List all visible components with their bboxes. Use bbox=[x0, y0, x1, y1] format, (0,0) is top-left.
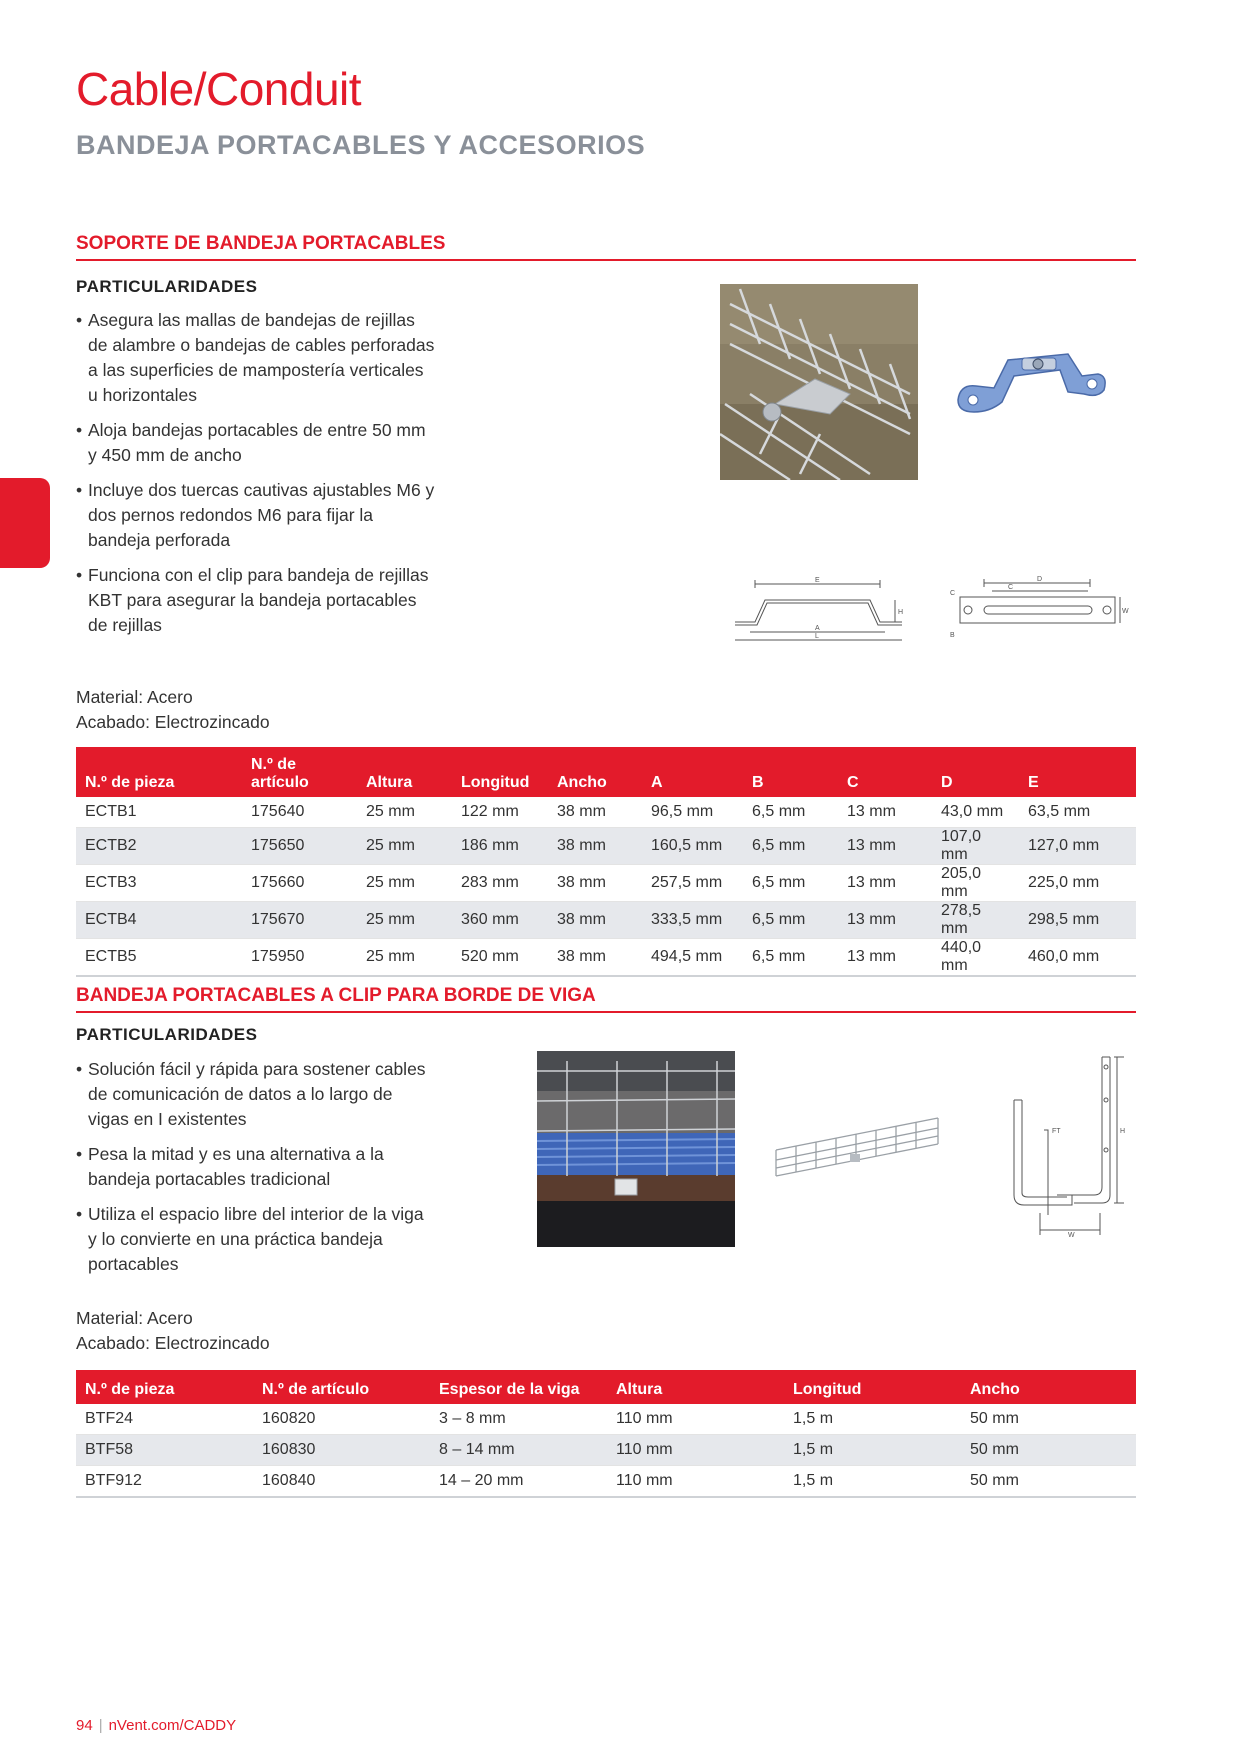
table-row bbox=[76, 797, 1136, 828]
column-header: C bbox=[838, 747, 932, 797]
diagram-label-w2: W bbox=[1068, 1232, 1075, 1239]
table-cell: 25 mm bbox=[357, 797, 452, 828]
table-cell: 160,5 mm bbox=[642, 828, 743, 865]
column-header: Altura bbox=[607, 1370, 784, 1404]
diagram-clip-profile bbox=[1012, 1055, 1132, 1240]
material-1: Material: Acero bbox=[76, 687, 193, 707]
feature-list-1 bbox=[76, 308, 436, 648]
page-footer bbox=[76, 1717, 236, 1734]
column-header: Altura bbox=[357, 747, 452, 797]
table-cell: BTF58 bbox=[76, 1435, 253, 1466]
feature-item: • Utiliza el espacio libre del interior de la viga y lo convierte en una práctica bandeja portacables bbox=[76, 1202, 436, 1277]
column-header: E bbox=[1019, 747, 1136, 797]
product-image-wire-tray bbox=[772, 1110, 942, 1190]
table-header-row bbox=[76, 1370, 1136, 1404]
column-header: A bbox=[642, 747, 743, 797]
product-photo-installed-bracket bbox=[720, 284, 918, 480]
spec-table-clip-viga bbox=[76, 1370, 1136, 1498]
table-cell: 460,0 mm bbox=[1019, 939, 1136, 977]
table-cell: 160820 bbox=[253, 1404, 430, 1435]
table-cell: 160830 bbox=[253, 1435, 430, 1466]
product-image-bracket bbox=[950, 340, 1110, 420]
table-cell: 38 mm bbox=[548, 865, 642, 902]
table-cell: 6,5 mm bbox=[743, 902, 838, 939]
table-cell: 8 – 14 mm bbox=[430, 1435, 607, 1466]
table-cell: 440,0 mm bbox=[932, 939, 1019, 977]
table-cell: 38 mm bbox=[548, 797, 642, 828]
table-cell: 25 mm bbox=[357, 865, 452, 902]
table-cell: BTF24 bbox=[76, 1404, 253, 1435]
table-cell: 63,5 mm bbox=[1019, 797, 1136, 828]
table-cell: 110 mm bbox=[607, 1404, 784, 1435]
column-header: Longitud bbox=[452, 747, 548, 797]
table-cell: 107,0 mm bbox=[932, 828, 1019, 865]
table-cell: 14 – 20 mm bbox=[430, 1466, 607, 1498]
diagram-label-h2: H bbox=[1120, 1128, 1126, 1135]
column-header: N.º de pieza bbox=[76, 1370, 253, 1404]
table-cell: 25 mm bbox=[357, 902, 452, 939]
diagram-label-e: E bbox=[815, 577, 820, 584]
table-cell: 50 mm bbox=[961, 1435, 1136, 1466]
table-cell: 25 mm bbox=[357, 828, 452, 865]
product-photo-beam-tray bbox=[537, 1051, 735, 1247]
column-header: D bbox=[932, 747, 1019, 797]
column-header: Ancho bbox=[548, 747, 642, 797]
table-cell: 110 mm bbox=[607, 1466, 784, 1498]
table-cell: 1,5 m bbox=[784, 1435, 961, 1466]
table-cell: 38 mm bbox=[548, 828, 642, 865]
table-cell: 520 mm bbox=[452, 939, 548, 977]
column-header: Ancho bbox=[961, 1370, 1136, 1404]
table-cell: 278,5 mm bbox=[932, 902, 1019, 939]
table-cell: 38 mm bbox=[548, 902, 642, 939]
section-title-soporte: SOPORTE DE BANDEJA PORTACABLES bbox=[76, 233, 1136, 261]
table-cell: 6,5 mm bbox=[743, 797, 838, 828]
feature-item: • Incluye dos tuercas cautivas ajustables M6 y dos pernos redondos M6 para fijar la bandeja perforada bbox=[76, 478, 436, 553]
table-cell: 494,5 mm bbox=[642, 939, 743, 977]
table-header-row bbox=[76, 747, 1136, 797]
table-cell: 13 mm bbox=[838, 865, 932, 902]
table-cell: ECTB4 bbox=[76, 902, 242, 939]
table-row bbox=[76, 902, 1136, 939]
section-title-clip-viga: BANDEJA PORTACABLES A CLIP PARA BORDE DE VIGA bbox=[76, 985, 1136, 1013]
column-header: N.º de pieza bbox=[76, 747, 242, 797]
table-cell: 175650 bbox=[242, 828, 357, 865]
table-cell: 333,5 mm bbox=[642, 902, 743, 939]
table-row bbox=[76, 865, 1136, 902]
feature-item: • Pesa la mitad y es una alternativa a la bandeja portacables tradicional bbox=[76, 1142, 436, 1192]
table-cell: 50 mm bbox=[961, 1466, 1136, 1498]
table-cell: 225,0 mm bbox=[1019, 865, 1136, 902]
table-cell: ECTB5 bbox=[76, 939, 242, 977]
table-cell: 13 mm bbox=[838, 828, 932, 865]
table-cell: 96,5 mm bbox=[642, 797, 743, 828]
feature-list-2 bbox=[76, 1057, 436, 1287]
table-cell: 6,5 mm bbox=[743, 865, 838, 902]
feature-item: • Aloja bandejas portacables de entre 50 mm y 450 mm de ancho bbox=[76, 418, 436, 468]
table-cell: BTF912 bbox=[76, 1466, 253, 1498]
table-cell: 3 – 8 mm bbox=[430, 1404, 607, 1435]
features-heading-1: PARTICULARIDADES bbox=[76, 277, 258, 296]
table-cell: 298,5 mm bbox=[1019, 902, 1136, 939]
diagram-side-view bbox=[730, 570, 905, 645]
table-cell: 13 mm bbox=[838, 902, 932, 939]
diagram-label-h: H bbox=[898, 609, 904, 616]
diagram-label-c2: C bbox=[1008, 584, 1014, 591]
table-cell: 43,0 mm bbox=[932, 797, 1019, 828]
finish-1: Acabado: Electrozincado bbox=[76, 712, 270, 732]
table-cell: ECTB2 bbox=[76, 828, 242, 865]
table-cell: 13 mm bbox=[838, 939, 932, 977]
column-header: N.º de artículo bbox=[242, 747, 357, 797]
table-cell: 50 mm bbox=[961, 1404, 1136, 1435]
table-cell: ECTB3 bbox=[76, 865, 242, 902]
diagram-label-a: A bbox=[815, 625, 820, 632]
table-cell: 6,5 mm bbox=[743, 828, 838, 865]
table-cell: 205,0 mm bbox=[932, 865, 1019, 902]
table-cell: 110 mm bbox=[607, 1435, 784, 1466]
diagram-top-view bbox=[940, 575, 1130, 645]
feature-item: • Solución fácil y rápida para sostener cables de comunicación de datos a lo largo de vigas en I existentes bbox=[76, 1057, 436, 1132]
table-row bbox=[76, 939, 1136, 977]
column-header: Longitud bbox=[784, 1370, 961, 1404]
feature-item: • Funciona con el clip para bandeja de rejillas KBT para asegurar la bandeja portacables de rejillas bbox=[76, 563, 436, 638]
diagram-label-c1: C bbox=[950, 590, 956, 597]
table-cell: 175640 bbox=[242, 797, 357, 828]
table-cell: 186 mm bbox=[452, 828, 548, 865]
finish-2: Acabado: Electrozincado bbox=[76, 1333, 270, 1353]
diagram-label-b: B bbox=[950, 632, 955, 639]
table-row bbox=[76, 828, 1136, 865]
column-header: B bbox=[743, 747, 838, 797]
footer-link[interactable]: nVent.com/CADDY bbox=[108, 1717, 237, 1734]
page-title: Cable/Conduit bbox=[76, 63, 362, 115]
spec-table-soporte bbox=[76, 747, 1136, 977]
feature-item: • Asegura las mallas de bandejas de rejillas de alambre o bandejas de cables perforadas a las superficies de mampostería verticales u horizontales bbox=[76, 308, 436, 408]
table-cell: 1,5 m bbox=[784, 1404, 961, 1435]
table-row bbox=[76, 1466, 1136, 1498]
table-cell: 175950 bbox=[242, 939, 357, 977]
table-cell: 160840 bbox=[253, 1466, 430, 1498]
table-cell: 283 mm bbox=[452, 865, 548, 902]
table-cell: 1,5 m bbox=[784, 1466, 961, 1498]
column-header: Espesor de la viga bbox=[430, 1370, 607, 1404]
table-cell: 38 mm bbox=[548, 939, 642, 977]
chapter-tab bbox=[0, 478, 50, 568]
footer-separator: | bbox=[98, 1717, 103, 1734]
features-heading-2: PARTICULARIDADES bbox=[76, 1025, 258, 1044]
material-2: Material: Acero bbox=[76, 1308, 193, 1328]
table-cell: 360 mm bbox=[452, 902, 548, 939]
page-number: 94 bbox=[76, 1717, 93, 1734]
table-cell: 25 mm bbox=[357, 939, 452, 977]
diagram-label-w: W bbox=[1122, 608, 1129, 615]
table-cell: 127,0 mm bbox=[1019, 828, 1136, 865]
diagram-label-d: D bbox=[1037, 576, 1043, 583]
table-cell: 175670 bbox=[242, 902, 357, 939]
table-row bbox=[76, 1435, 1136, 1466]
table-cell: 175660 bbox=[242, 865, 357, 902]
diagram-label-ft: FT bbox=[1052, 1128, 1061, 1135]
table-cell: 6,5 mm bbox=[743, 939, 838, 977]
table-cell: 257,5 mm bbox=[642, 865, 743, 902]
table-cell: 13 mm bbox=[838, 797, 932, 828]
table-cell: 122 mm bbox=[452, 797, 548, 828]
table-row bbox=[76, 1404, 1136, 1435]
table-cell: ECTB1 bbox=[76, 797, 242, 828]
column-header: N.º de artículo bbox=[253, 1370, 430, 1404]
diagram-label-l: L bbox=[815, 633, 819, 640]
page-subtitle: BANDEJA PORTACABLES Y ACCESORIOS bbox=[76, 130, 646, 160]
